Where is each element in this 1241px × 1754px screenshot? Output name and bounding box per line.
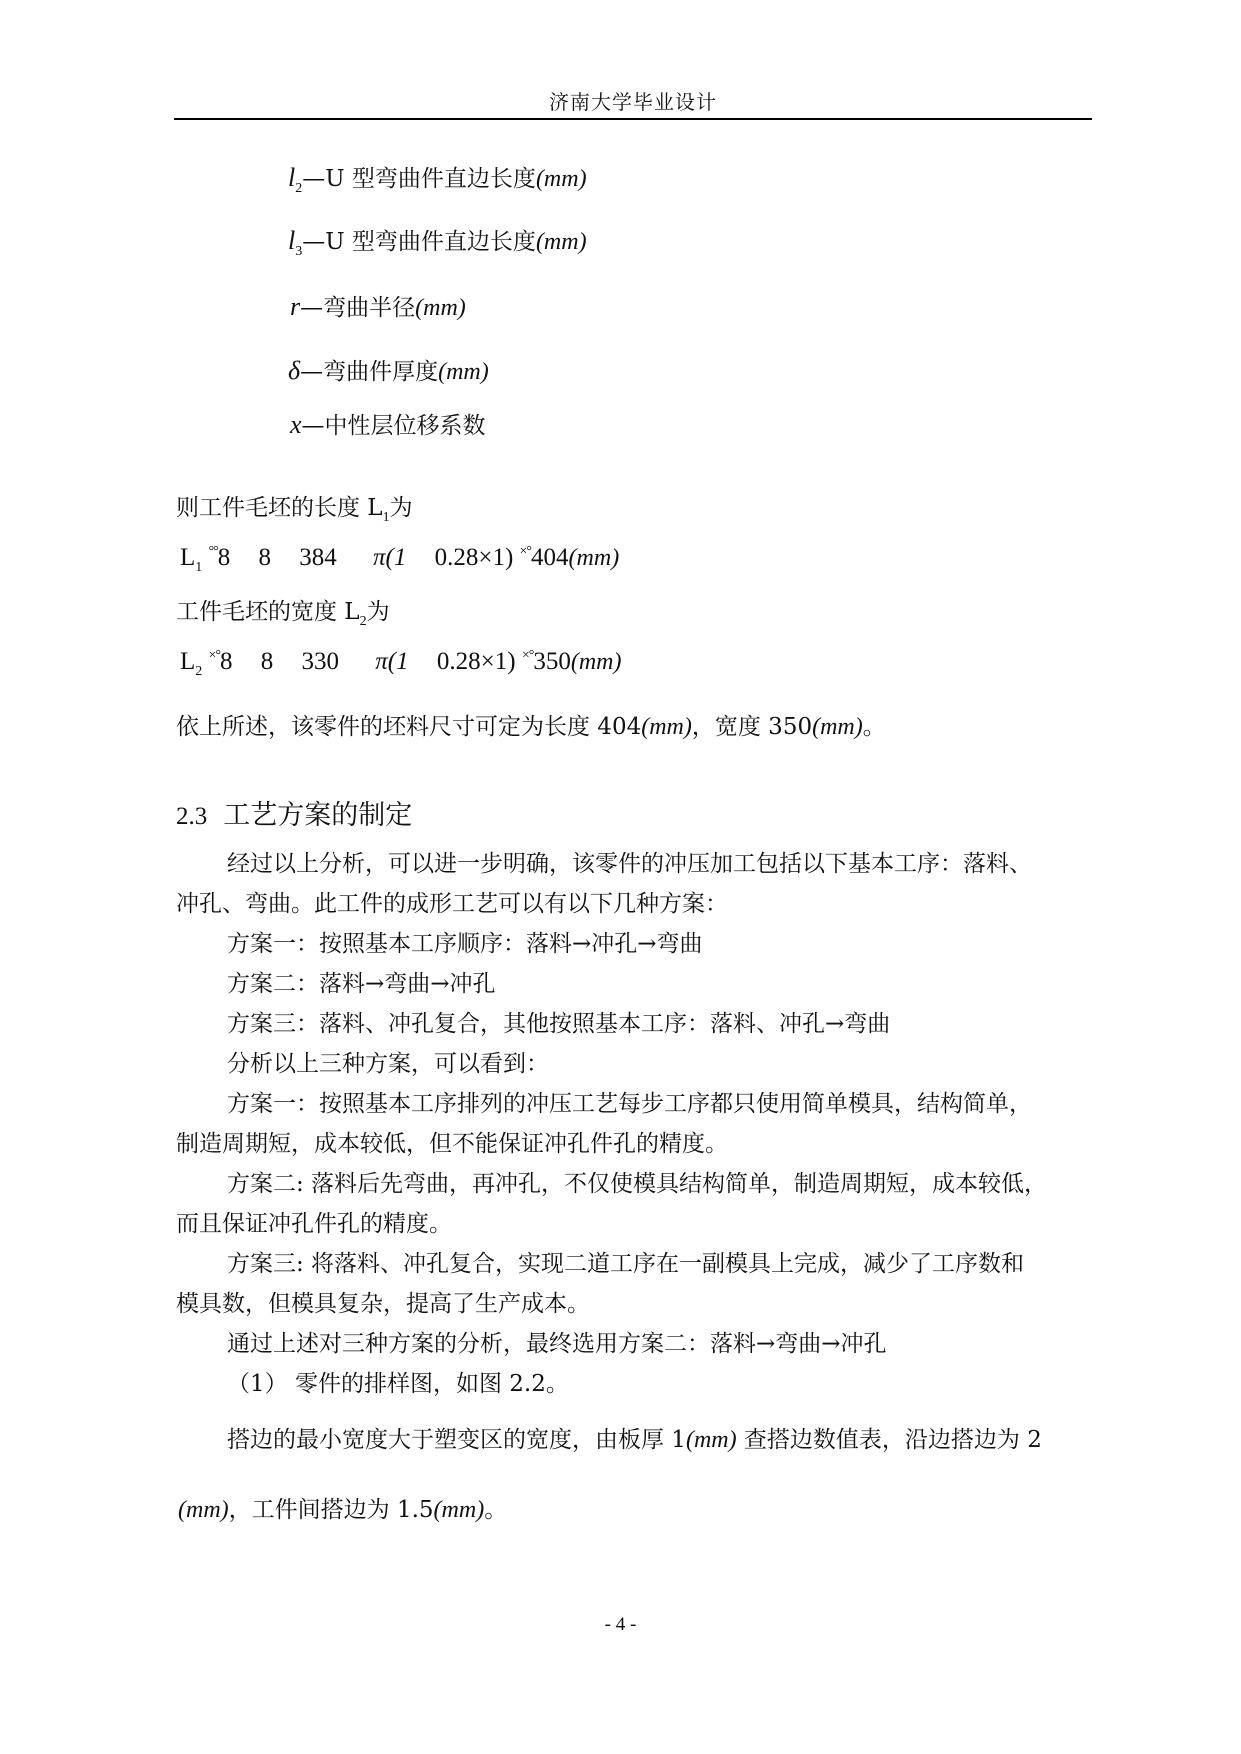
page-header: 济南大学毕业设计	[549, 90, 717, 114]
list-item-1: （1） 零件的排样图，如图 2.2。	[227, 1371, 569, 1397]
eq-result: 404	[531, 544, 569, 571]
def-sub: 2	[295, 181, 303, 196]
def-text: —中性层位移系数	[301, 413, 486, 439]
analysis-1a: 方案一：按照基本工序排列的冲压工艺每步工序都只使用简单模具，结构简单，	[227, 1091, 1032, 1117]
def-unit: (mm)	[438, 359, 489, 385]
eq-b: 8	[260, 648, 274, 675]
conclusion-p1: 依上所述，该零件的坯料尺寸可定为长度 404	[176, 714, 642, 740]
eq-sub: 2	[195, 664, 203, 679]
eq-c: 384	[299, 544, 337, 571]
para-line: 冲孔、弯曲。此工件的成形工艺可以有以下几种方案：	[176, 891, 728, 917]
analysis-3b: 模具数，但模具复杂，提高了生产成本。	[176, 1291, 590, 1317]
eq-lhs: L	[180, 544, 196, 571]
scheme-2: 方案二：落料→弯曲→冲孔	[227, 971, 496, 997]
overlap-unit: (mm)	[685, 1427, 737, 1453]
overlap-unit: (mm)	[178, 1497, 229, 1523]
width-intro-pre: 工件毛坯的宽度 L	[176, 599, 360, 625]
length-intro-post: 为	[389, 495, 413, 521]
length-intro	[176, 493, 413, 533]
def-text: —弯曲件厚度	[300, 359, 439, 385]
overlap-unit: (mm)	[433, 1497, 485, 1523]
def-r	[290, 292, 466, 323]
def-l3	[288, 226, 587, 267]
width-intro-sub: 2	[359, 614, 367, 629]
width-intro	[176, 597, 390, 637]
section-title: 工艺方案的制定	[223, 800, 413, 831]
page-number: - 4 -	[604, 1614, 637, 1635]
conclusion-p2: ，宽度 350	[691, 714, 813, 740]
def-delta	[288, 356, 489, 387]
eq-coef: 0.28×1)	[436, 648, 516, 675]
eq-equals-mark: ×°	[208, 648, 221, 663]
eq-unit: (mm)	[570, 649, 622, 675]
section-heading	[176, 793, 412, 832]
def-var: l	[288, 226, 296, 255]
eq-approx-mark: ×°	[519, 544, 532, 559]
eq-pi: π(1	[375, 648, 409, 675]
header-rule	[174, 118, 1092, 120]
eq-approx-mark: ×°	[521, 648, 534, 663]
scheme-3: 方案三：落料、冲孔复合，其他按照基本工序：落料、冲孔→弯曲	[227, 1011, 891, 1037]
eq-c: 330	[301, 648, 340, 675]
eq-unit: (mm)	[568, 545, 620, 571]
analysis-2b: 而且保证冲孔件孔的精度。	[176, 1211, 452, 1237]
eq-equals-mark: °°	[208, 544, 218, 559]
analysis-1b: 制造周期短，成本较低，但不能保证冲孔件孔的精度。	[176, 1131, 728, 1157]
def-text: —U 型弯曲件直边长度	[302, 229, 536, 255]
length-intro-sub: 1	[382, 510, 390, 525]
overlap-text: 查搭边数值表，沿边搭边为 2	[736, 1427, 1042, 1453]
length-intro-pre: 则工件毛坯的长度 L	[176, 495, 383, 521]
overlap-line-1	[227, 1425, 1042, 1455]
eq-sub: 1	[195, 560, 203, 575]
conclusion	[176, 712, 886, 742]
section-number: 2.3	[176, 803, 208, 830]
def-unit: (mm)	[415, 295, 466, 321]
def-l2	[288, 163, 587, 204]
def-x	[290, 410, 486, 441]
def-unit: (mm)	[535, 229, 587, 255]
equation-width	[180, 648, 621, 680]
analysis-intro: 分析以上三种方案，可以看到：	[227, 1051, 549, 1077]
conclusion-u1: (mm)	[641, 714, 692, 740]
eq-coef: 0.28×1)	[434, 544, 514, 571]
analysis-2a: 方案二: 落料后先弯曲，再冲孔，不仅使模具结构简单，制造周期短，成本较低，	[227, 1171, 1048, 1197]
analysis-3a: 方案三: 将落料、冲孔复合，实现二道工序在一副模具上完成，减少了工序数和	[227, 1251, 1025, 1277]
eq-pi: π(1	[372, 544, 407, 571]
def-text: —弯曲半径	[300, 295, 416, 321]
def-text: —U 型弯曲件直边长度	[302, 166, 536, 192]
width-intro-post: 为	[366, 599, 390, 625]
eq-result: 350	[533, 648, 571, 675]
eq-a: 8	[217, 544, 231, 571]
def-var: r	[290, 292, 301, 321]
overlap-text: ，工件间搭边为 1.5	[228, 1497, 434, 1523]
final-choice: 通过上述对三种方案的分析，最终选用方案二：落料→弯曲→冲孔	[227, 1331, 887, 1357]
overlap-text: 。	[484, 1497, 508, 1523]
overlap-line-2	[178, 1495, 507, 1525]
para-line: 经过以上分析，可以进一步明确，该零件的冲压加工包括以下基本工序：落料、	[227, 851, 1032, 877]
def-unit: (mm)	[535, 166, 587, 192]
eq-b: 8	[258, 544, 271, 571]
eq-lhs: L	[180, 648, 196, 675]
scheme-1: 方案一：按照基本工序顺序：落料→冲孔→弯曲	[227, 931, 703, 957]
equation-length	[180, 544, 619, 576]
conclusion-p3: 。	[862, 714, 886, 740]
def-sub: 3	[295, 244, 303, 259]
def-var: l	[288, 163, 296, 192]
overlap-text: 搭边的最小宽度大于塑变区的宽度，由板厚 1	[227, 1427, 686, 1453]
def-var: δ	[288, 356, 301, 385]
conclusion-u2: (mm)	[812, 714, 863, 740]
eq-a: 8	[220, 648, 233, 675]
def-var: x	[290, 410, 302, 439]
